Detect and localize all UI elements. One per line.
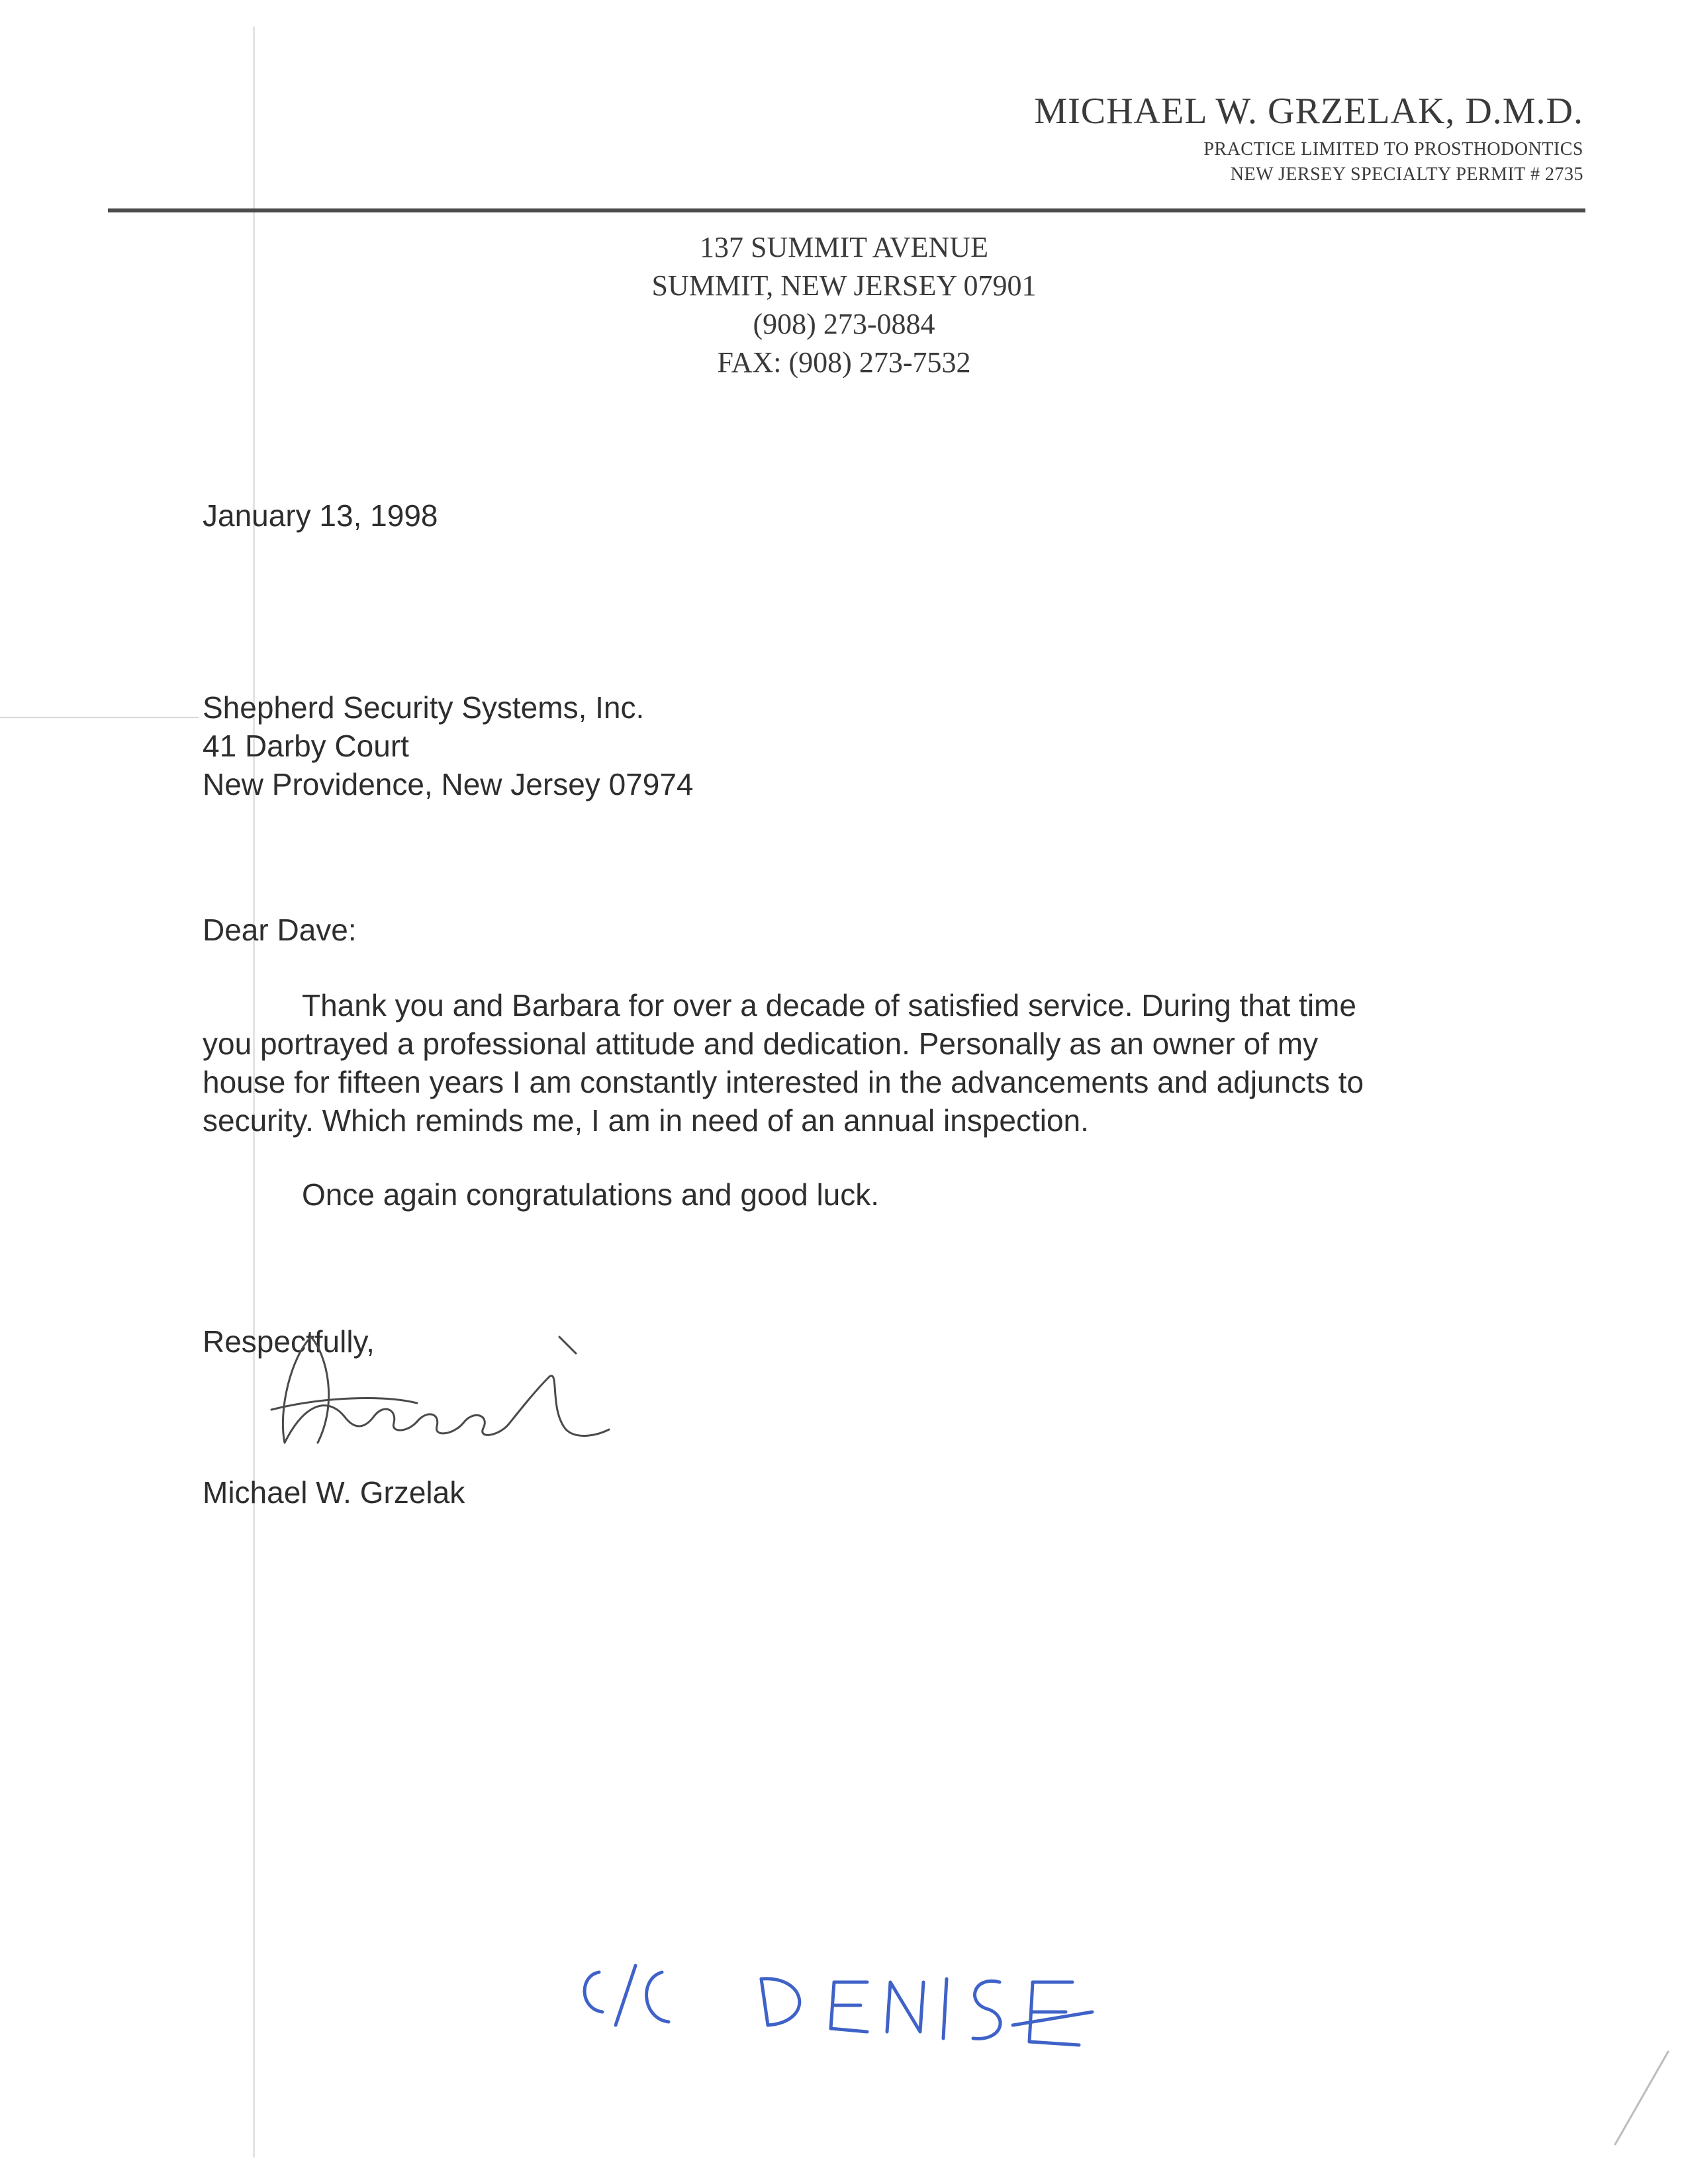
- paragraph-line: you portrayed a professional attitude and dedication. Personally as an owner of my: [203, 1026, 1319, 1061]
- recipient-street: 41 Darby Court: [203, 729, 409, 763]
- letterhead-name: MICHAEL W. GRZELAK, D.M.D.: [1034, 91, 1583, 132]
- closing: Respectfully,: [203, 1324, 375, 1359]
- letterhead-permit: NEW JERSEY SPECIALTY PERMIT # 2735: [1230, 164, 1583, 185]
- handwritten-note: [569, 1946, 1125, 2065]
- paragraph-line: Thank you and Barbara for over a decade of satisfied service. During that time: [302, 988, 1356, 1023]
- body-paragraph-2: Once again congratulations and good luck.: [302, 1177, 880, 1212]
- recipient-city: New Providence, New Jersey 07974: [203, 767, 694, 801]
- margin-mark: [0, 717, 199, 718]
- salutation: Dear Dave:: [203, 913, 357, 947]
- address-street: 137 SUMMIT AVENUE: [700, 231, 988, 263]
- signature-scribble: [265, 1317, 635, 1489]
- paragraph-line: house for fifteen years I am constantly interested in the advancements and adjuncts to: [203, 1065, 1364, 1099]
- letterhead-address: [0, 228, 1688, 382]
- recipient-block: [203, 688, 693, 803]
- letterhead-practice: PRACTICE LIMITED TO PROSTHODONTICS: [1203, 139, 1583, 159]
- address-fax: FAX: (908) 273-7532: [717, 346, 971, 379]
- address-city: SUMMIT, NEW JERSEY 07901: [651, 269, 1037, 302]
- address-phone: (908) 273-0884: [753, 308, 935, 340]
- letter-date: January 13, 1998: [203, 498, 438, 533]
- paragraph-line: security. Which reminds me, I am in need of an annual inspection.: [203, 1103, 1089, 1138]
- body-paragraph-1: [203, 986, 1500, 1140]
- corner-stroke: [1602, 2045, 1675, 2151]
- signer-name: Michael W. Grzelak: [203, 1475, 465, 1510]
- recipient-company: Shepherd Security Systems, Inc.: [203, 690, 645, 725]
- letterhead-rule: [108, 208, 1585, 212]
